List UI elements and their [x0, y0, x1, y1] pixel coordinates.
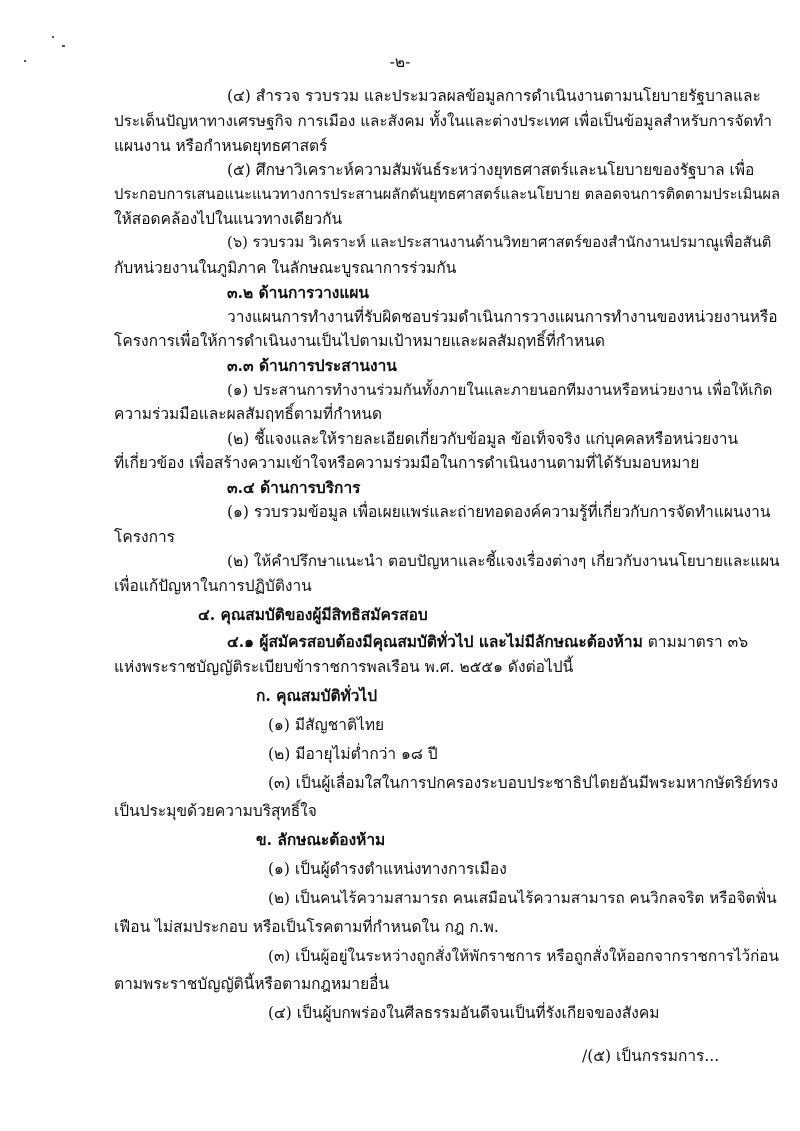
text-line: เป็นประมุขด้วยความบริสุทธิ์ใจ	[114, 802, 317, 820]
section-heading: ๔. คุณสมบัติของผู้มีสิทธิสมัครสอบ	[198, 605, 428, 624]
section-heading: ๓.๓ ด้านการประสานงาน	[227, 356, 397, 375]
text-line: (๑) มีสัญชาติไทย	[268, 716, 385, 734]
text-line: โครงการ	[114, 528, 176, 546]
text-line: (๔) สำรวจ รวบรวม และประมวลผลข้อมูลการดำเนินงานตามนโยบายรัฐบาลและ	[227, 87, 761, 105]
text-line: (๒) ให้คำปรึกษาแนะนำ ตอบปัญหาและชี้แจงเรื่องต่างๆ เกี่ยวกับงานนโยบายและแผน	[227, 552, 780, 570]
text-line: (๑) รวบรวมข้อมูล เพื่อเผยแพร่และถ่ายทอดองค์ความรู้ที่เกี่ยวกับการจัดทำแผนงาน	[227, 503, 771, 521]
text-line: ความร่วมมือและผลสัมฤทธิ์ตามที่กำหนด	[114, 405, 383, 423]
continuation-marker: /(๕) เป็นกรรมการ...	[582, 1047, 720, 1065]
text-line: ตามพระราชบัญญัตินี้หรือตามกฎหมายอื่น	[114, 975, 390, 993]
text-line: ให้สอดคล้องไปในแนวทางเดียวกัน	[114, 210, 343, 228]
text-line: (๓) เป็นผู้เลื่อมใสในการปกครองระบอบประชาธิปไตยอันมีพระมหากษัตริย์ทรง	[268, 774, 779, 792]
text-line: แห่งพระราชบัญญัติระเบียบข้าราชการพลเรือน พ.ศ. ๒๕๕๑ ดังต่อไปนี้	[114, 658, 574, 676]
text-line: (๔) เป็นผู้บกพร่องในศีลธรรมอันดีจนเป็นที่รังเกียจของสังคม	[268, 1004, 660, 1022]
text-line: เพื่อแก้ปัญหาในการปฏิบัติงาน	[114, 577, 312, 595]
text-line: (๒) เป็นคนไร้ความสามารถ คนเสมือนไร้ความสามารถ คนวิกลจริต หรือจิตฟั่น	[268, 889, 777, 907]
text-line: ประกอบการเสนอแนะแนวทางการประสานผลักดันยุทธศาสตร์และนโยบาย ตลอดจนการติดตามประเมินผล	[114, 186, 781, 203]
scan-speck	[52, 36, 54, 38]
text-line: แผนงาน หรือกำหนดยุทธศาสตร์	[114, 137, 328, 155]
scan-speck	[62, 45, 65, 47]
text-line	[227, 632, 748, 652]
text-line: (๓) เป็นผู้อยู่ในระหว่างถูกสั่งให้พักราชการ หรือถูกสั่งให้ออกจากราชการไว้ก่อน	[268, 947, 779, 965]
text-line: เฟือน ไม่สมประกอบ หรือเป็นโรคตามที่กำหนดใน กฎ ก.พ.	[114, 918, 499, 936]
text-line: (๖) รวบรวม วิเคราะห์ และประสานงานด้านวิทยาศาสตร์ของสำนักงานปรมาณูเพื่อสันติ	[227, 234, 772, 251]
text-line: ประเด็นปัญหาทางเศรษฐกิจ การเมือง และสังคม ทั้งในและต่างประเทศ เพื่อเป็นข้อมูลสำหรับการจัดทำ	[114, 112, 772, 130]
page-number: -๒-	[389, 53, 411, 71]
qualification-clause: ๔.๑ ผู้สมัครสอบต้องมีคุณสมบัติทั่วไป และไม่มีลักษณะต้องห้าม	[227, 632, 643, 651]
section-heading: ๓.๒ ด้านการวางแผน	[227, 283, 370, 302]
text-line: (๕) ศึกษาวิเคราะห์ความสัมพันธ์ระหว่างยุทธศาสตร์และนโยบายของรัฐบาล เพื่อ	[227, 161, 755, 179]
text-line: โครงการเพื่อให้การดำเนินงานเป็นไปตามเป้าหมายและผลสัมฤทธิ์ที่กำหนด	[114, 332, 605, 350]
qualification-reference: ตามมาตรา ๓๖	[642, 633, 749, 651]
text-line: (๒) ชี้แจงและให้รายละเอียดเกี่ยวกับข้อมูล ข้อเท็จจริง แก่บุคคลหรือหน่วยงาน	[227, 430, 739, 448]
text-line: วางแผนการทำงานที่รับผิดชอบร่วมดำเนินการวางแผนการทำงานของหน่วยงานหรือ	[227, 308, 778, 326]
section-heading: ๓.๔ ด้านการบริการ	[227, 478, 361, 497]
text-line: (๑) เป็นผู้ดำรงตำแหน่งทางการเมือง	[268, 860, 507, 878]
subsection-heading: ข. ลักษณะต้องห้าม	[256, 830, 386, 849]
text-line: (๑) ประสานการทำงานร่วมกันทั้งภายในและภายนอกทีมงานหรือหน่วยงาน เพื่อให้เกิด	[227, 381, 773, 399]
text-line: กับหน่วยงานในภูมิภาค ในลักษณะบูรณาการร่วมกัน	[114, 259, 457, 277]
subsection-heading: ก. คุณสมบัติทั่วไป	[256, 686, 378, 705]
text-line: ที่เกี่ยวข้อง เพื่อสร้างความเข้าใจหรือความร่วมมือในการดำเนินงานตามที่ได้รับมอบหมาย	[114, 454, 700, 472]
text-line: (๒) มีอายุไม่ต่ำกว่า ๑๘ ปี	[268, 745, 438, 763]
